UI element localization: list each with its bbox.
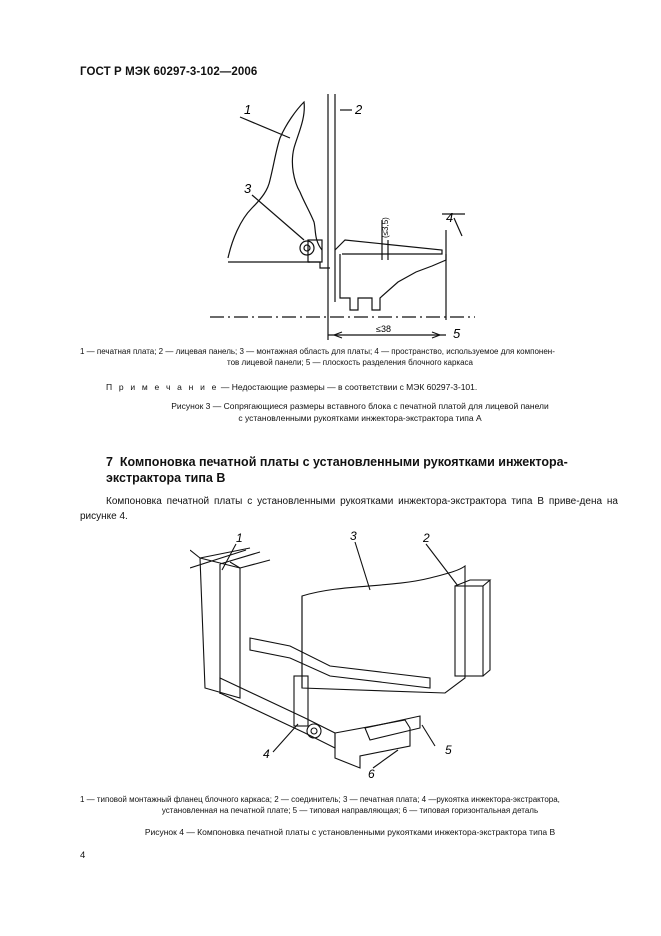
connector <box>455 586 483 676</box>
figure-4-legend-cont: установленная на печатной плате; 5 — типовая направляющая; 6 — типовая горизонтальная деталь <box>161 806 539 815</box>
fig4-label-5: 5 <box>445 743 452 757</box>
fig4-label-1: 1 <box>236 531 243 545</box>
page-number: 4 <box>80 850 86 861</box>
figure-3-legend <box>80 346 620 368</box>
figure-4-caption: Рисунок 4 — Компоновка печатной платы с установленными рукоятками инжектора-экстрактора типа В <box>144 827 556 837</box>
bracket <box>308 262 330 268</box>
fig4-label-4: 4 <box>263 747 270 761</box>
figure-3-caption-line1: Рисунок 3 — Сопрягающиеся размеры вставного блока с печатной платой для лицевой панели <box>171 401 549 411</box>
figure-4-drawing <box>190 528 510 788</box>
fig3-dim-vertical: (≤3,5) <box>381 217 390 238</box>
fig4-label-3: 3 <box>350 529 357 543</box>
figure-3-caption <box>80 400 640 424</box>
fig4-label-2: 2 <box>423 531 430 545</box>
guide-rail <box>250 638 430 688</box>
figure-4-legend-text: 1 — типовой монтажный фланец блочного каркаса; 2 — соединитель; 3 — печатная плата; 4 —рукоятка инжектора-экстрактора, <box>80 795 560 804</box>
figure-3-legend-text: 1 — печатная плата; 2 — лицевая панель; 3 — монтажная область для платы; 4 — пространство, используемое для компонен- <box>80 347 555 356</box>
section-title: Компоновка печатной платы с установленными рукоятками инжектора-экстрактора типа В <box>106 455 568 485</box>
horizontal-part <box>335 720 410 768</box>
figure-3-drawing <box>210 90 490 345</box>
pcb-outline <box>228 102 322 258</box>
fig3-dim-horizontal: ≤38 <box>376 324 391 334</box>
figure-4-legend <box>80 794 620 816</box>
section-7-heading <box>106 454 576 486</box>
document-header: ГОСТ Р МЭК 60297-3-102—2006 <box>80 66 258 78</box>
handle-pivot-inner <box>311 728 317 734</box>
note-label: П р и м е ч а н и е <box>106 382 219 392</box>
section-number: 7 <box>106 455 113 469</box>
fig3-label-1: 1 <box>244 102 252 117</box>
handle-body <box>340 254 446 310</box>
fig3-label-5: 5 <box>453 326 461 341</box>
mounting-hole-outer <box>300 241 314 255</box>
fig3-label-3: 3 <box>244 181 252 196</box>
section-7-paragraph: Компоновка печатной платы с установленными рукоятками инжектора-экстрактора типа В приве-дена на рисунке 4. <box>80 496 618 522</box>
mounting-hole-inner <box>304 245 310 251</box>
fig3-label-2: 2 <box>355 102 363 117</box>
fig3-label-4: 4 <box>446 210 454 225</box>
figure-3-note <box>106 382 477 392</box>
note-text: — Недостающие размеры — в соответствии с МЭК 60297-3-101. <box>218 382 478 392</box>
figure-3-caption-line2: с установленными рукоятками инжектора-экстрактора типа А <box>238 413 482 423</box>
mounting-block <box>308 240 322 262</box>
figure-3-legend-cont: тов лицевой панели; 5 — плоскость разделения блочного каркаса <box>227 358 473 367</box>
handle-pivot-outer <box>307 724 321 738</box>
fig4-label-6: 6 <box>368 767 375 781</box>
